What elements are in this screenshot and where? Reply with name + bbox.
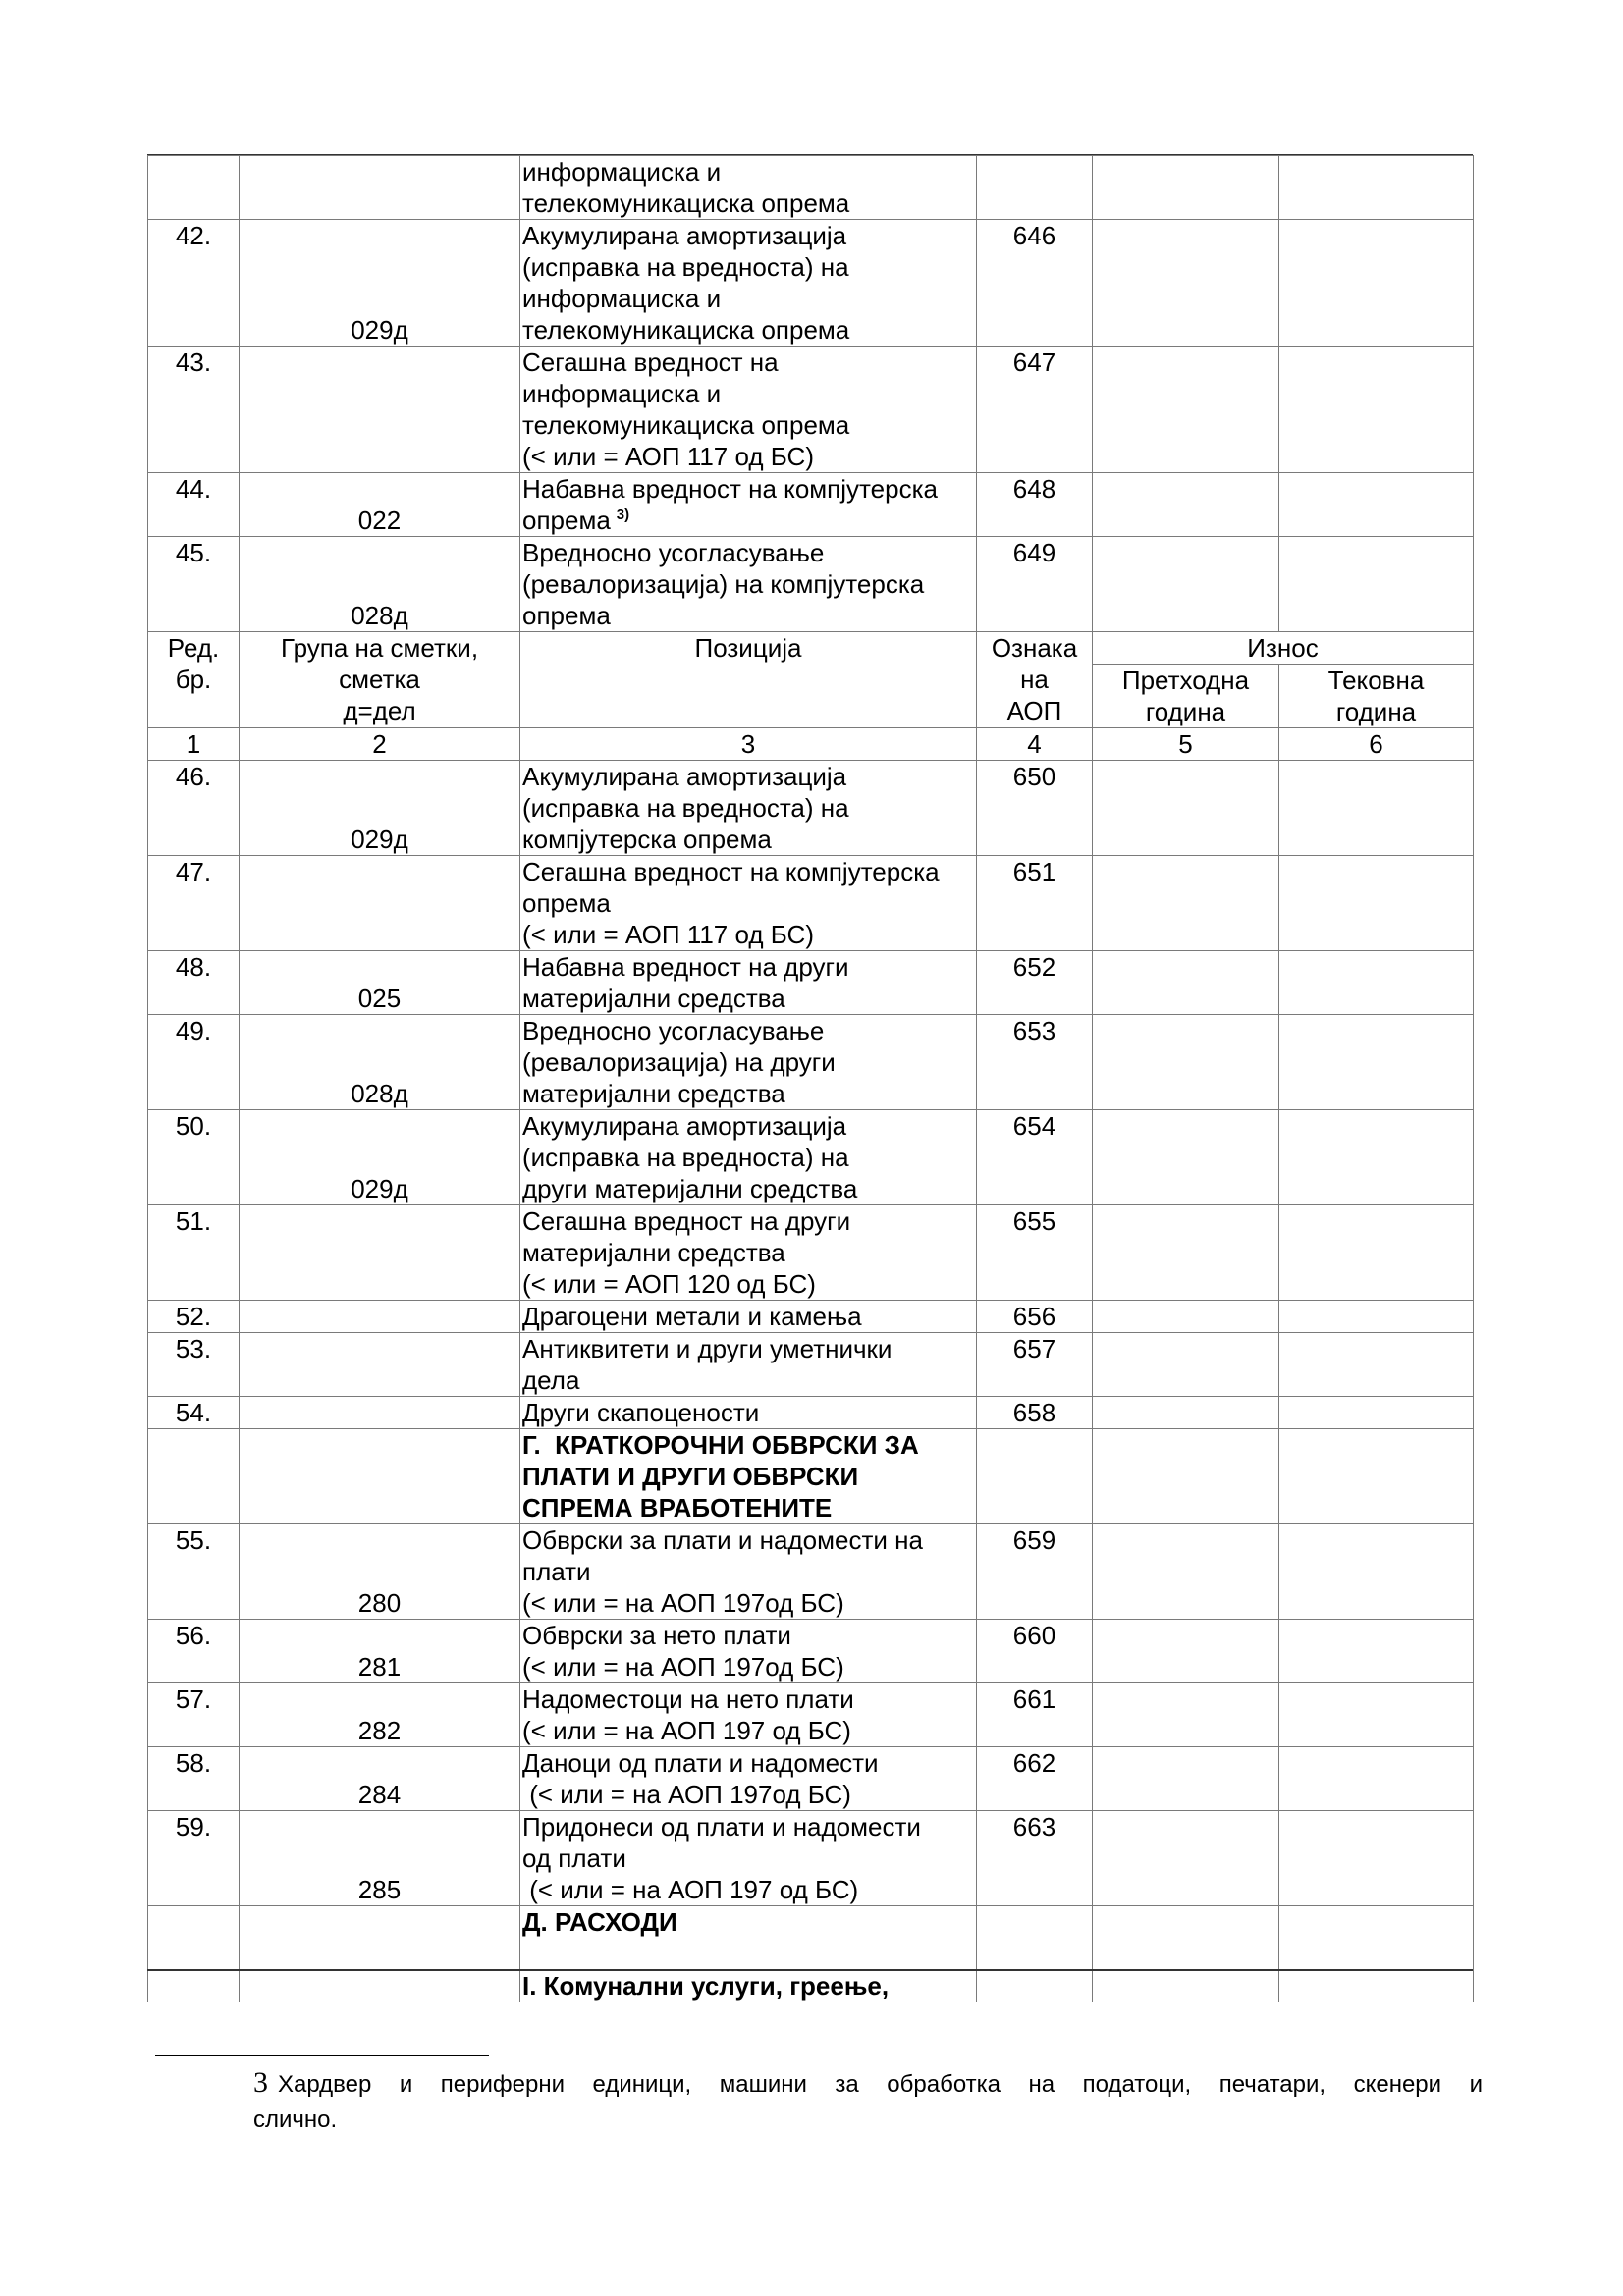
row-account-group [240, 156, 520, 220]
position-line: информациска и [522, 157, 722, 187]
footnote [253, 2065, 1483, 2103]
header-group-line: Група на сметки, [280, 633, 479, 663]
row-aop: 659 [977, 1524, 1093, 1620]
row-cur-year-amount [1279, 1747, 1474, 1811]
col-num: 4 [977, 728, 1093, 761]
row-cur-year-amount [1279, 1301, 1474, 1333]
row-number [148, 1970, 240, 2002]
table-row [148, 1015, 1474, 1110]
header-aop-line: на [1020, 665, 1049, 694]
row-position [520, 537, 977, 632]
row-cur-year-amount [1279, 856, 1474, 951]
position-line: (ревалоризација) на компјутерска [522, 569, 925, 599]
row-number: 46. [148, 761, 240, 856]
position-line: I. Комунални услуги, греење, [522, 1971, 890, 2001]
position-line: Антиквитети и други уметнички [522, 1334, 893, 1363]
row-account-group [240, 347, 520, 473]
row-number: 51. [148, 1205, 240, 1301]
row-cur-year-amount [1279, 156, 1474, 220]
table-row [148, 1429, 1474, 1524]
position-line: Набавна вредност на компјутерска [522, 474, 938, 504]
position-line: опрема [522, 506, 611, 535]
row-account-group: 022 [240, 473, 520, 537]
position-line: Сегашна вредност на [522, 347, 779, 377]
row-account-group [240, 1429, 520, 1524]
row-aop: 660 [977, 1620, 1093, 1683]
row-prev-year-amount [1093, 1683, 1279, 1747]
row-account-group: 029д [240, 1110, 520, 1205]
row-prev-year-amount [1093, 1015, 1279, 1110]
table-row [148, 1524, 1474, 1620]
column-number-row [148, 728, 1474, 761]
position-line: други материјални средства [522, 1174, 858, 1203]
row-aop: 657 [977, 1333, 1093, 1397]
row-cur-year-amount [1279, 1429, 1474, 1524]
row-number: 56. [148, 1620, 240, 1683]
row-number: 57. [148, 1683, 240, 1747]
row-account-group: 285 [240, 1811, 520, 1906]
position-line: (< или = АОП 120 од БС) [522, 1269, 816, 1299]
header-group-line: сметка [339, 665, 420, 694]
row-cur-year-amount [1279, 1333, 1474, 1397]
position-line: (< или = на АОП 197од БС) [522, 1780, 851, 1809]
header-cur-line: Тековна [1327, 666, 1425, 695]
row-aop: 654 [977, 1110, 1093, 1205]
position-line: телекомуникациска опрема [522, 410, 850, 440]
position-line: материјални средства [522, 1238, 785, 1267]
position-line: материјални средства [522, 1079, 785, 1108]
report-table-container [147, 155, 1473, 2002]
table-row [148, 761, 1474, 856]
row-number: 50. [148, 1110, 240, 1205]
col-num: 5 [1093, 728, 1279, 761]
position-line: опрема [522, 888, 611, 918]
position-line: (исправка на вредноста) на [522, 252, 849, 282]
position-line: Обврски за нето плати [522, 1621, 791, 1650]
position-line: Придонеси од плати и надомести [522, 1812, 921, 1842]
position-line: Даноци од плати и надомести [522, 1748, 879, 1778]
header-group [240, 632, 520, 728]
position-line: (ревалоризација) на други [522, 1047, 836, 1077]
row-cur-year-amount [1279, 537, 1474, 632]
header-red-line-2: бр. [175, 665, 212, 694]
row-position [520, 1301, 977, 1333]
row-aop: 658 [977, 1397, 1093, 1429]
row-prev-year-amount [1093, 1110, 1279, 1205]
position-line: (< или = на АОП 197од БС) [522, 1652, 844, 1682]
position-line: Вредносно усогласување [522, 1016, 825, 1045]
row-prev-year-amount [1093, 1301, 1279, 1333]
row-prev-year-amount [1093, 1205, 1279, 1301]
row-position [520, 347, 977, 473]
row-number: 44. [148, 473, 240, 537]
position-line: (< или = на АОП 197од БС) [522, 1588, 844, 1618]
row-position [520, 1811, 977, 1906]
row-position [520, 1110, 977, 1205]
row-account-group: 280 [240, 1524, 520, 1620]
row-prev-year-amount [1093, 1429, 1279, 1524]
table-header [148, 632, 1474, 761]
position-line: Д. РАСХОДИ [522, 1907, 677, 1937]
table-row [148, 537, 1474, 632]
row-position [520, 156, 977, 220]
row-account-group [240, 1205, 520, 1301]
position-line: телекомуникациска опрема [522, 315, 850, 345]
row-cur-year-amount [1279, 1970, 1474, 2002]
row-number: 45. [148, 537, 240, 632]
row-account-group: 282 [240, 1683, 520, 1747]
row-prev-year-amount [1093, 1811, 1279, 1906]
position-line: (< или = АОП 117 од БС) [522, 920, 814, 949]
table-row [148, 1301, 1474, 1333]
position-line: Акумулирана амортизација [522, 762, 847, 791]
table-row [148, 156, 1474, 220]
row-position [520, 1205, 977, 1301]
footnote-separator [155, 2055, 489, 2056]
footnote-text: Хардвер и периферни единици, машини за обработка на податоци, печатари, скенери и [278, 2071, 1483, 2098]
position-line: (исправка на вредноста) на [522, 793, 849, 823]
row-aop: 653 [977, 1015, 1093, 1110]
row-number: 55. [148, 1524, 240, 1620]
table-row [148, 1333, 1474, 1397]
header-red [148, 632, 240, 728]
row-account-group [240, 1906, 520, 1970]
row-prev-year-amount [1093, 1747, 1279, 1811]
table-row [148, 1110, 1474, 1205]
row-position [520, 1620, 977, 1683]
position-line: информациска и [522, 379, 722, 408]
position-line: компјутерска опрема [522, 825, 772, 854]
row-aop: 648 [977, 473, 1093, 537]
header-red-line-1: Ред. [167, 633, 220, 663]
table-bottom-rule [147, 1969, 1473, 1971]
row-aop [977, 1970, 1093, 2002]
table-row [148, 220, 1474, 347]
row-prev-year-amount [1093, 1397, 1279, 1429]
row-aop: 646 [977, 220, 1093, 347]
row-account-group: 281 [240, 1620, 520, 1683]
row-number: 52. [148, 1301, 240, 1333]
table-row [148, 1397, 1474, 1429]
table-row [148, 1906, 1474, 1970]
row-number [148, 1906, 240, 1970]
position-line: плати [522, 1557, 591, 1586]
table-body-top [148, 156, 1474, 632]
row-position [520, 856, 977, 951]
table-body-main [148, 761, 1474, 2002]
row-number [148, 1429, 240, 1524]
row-account-group: 028д [240, 1015, 520, 1110]
row-cur-year-amount [1279, 1811, 1474, 1906]
header-row [148, 632, 1474, 665]
position-line: (исправка на вредноста) на [522, 1143, 849, 1172]
row-position [520, 1683, 977, 1747]
row-cur-year-amount [1279, 220, 1474, 347]
row-number [148, 156, 240, 220]
row-account-group [240, 1970, 520, 2002]
row-prev-year-amount [1093, 951, 1279, 1015]
row-prev-year-amount [1093, 537, 1279, 632]
row-prev-year-amount [1093, 1333, 1279, 1397]
row-cur-year-amount [1279, 951, 1474, 1015]
row-cur-year-amount [1279, 1205, 1474, 1301]
position-line: Сегашна вредност на други [522, 1206, 851, 1236]
row-aop [977, 1429, 1093, 1524]
row-cur-year-amount [1279, 473, 1474, 537]
header-prev-line: година [1145, 697, 1226, 726]
row-cur-year-amount [1279, 1906, 1474, 1970]
row-account-group [240, 1397, 520, 1429]
position-line: Вредносно усогласување [522, 538, 825, 567]
header-aop-line: Ознака [991, 633, 1078, 663]
row-position [520, 1015, 977, 1110]
footnote-continuation: слично. [253, 2107, 338, 2133]
row-prev-year-amount [1093, 856, 1279, 951]
row-prev-year-amount [1093, 473, 1279, 537]
row-aop: 650 [977, 761, 1093, 856]
row-aop [977, 1906, 1093, 1970]
position-line: Други скапоцености [522, 1398, 760, 1427]
position-line: Набавна вредност на други [522, 952, 849, 982]
header-position: Позиција [520, 632, 977, 728]
report-table [147, 155, 1474, 2002]
table-row [148, 1747, 1474, 1811]
position-line: опрема [522, 601, 611, 630]
row-account-group: 029д [240, 220, 520, 347]
position-line: Драгоцени метали и камења [522, 1302, 862, 1331]
table-row [148, 347, 1474, 473]
row-aop: 651 [977, 856, 1093, 951]
table-row [148, 1205, 1474, 1301]
row-prev-year-amount [1093, 1524, 1279, 1620]
row-cur-year-amount [1279, 1683, 1474, 1747]
position-line: Акумулирана амортизација [522, 221, 847, 250]
row-number: 48. [148, 951, 240, 1015]
table-row [148, 1620, 1474, 1683]
row-account-group [240, 1333, 520, 1397]
row-cur-year-amount [1279, 1524, 1474, 1620]
row-number: 43. [148, 347, 240, 473]
row-aop [977, 156, 1093, 220]
col-num: 2 [240, 728, 520, 761]
position-line: СПРЕМА ВРАБОТЕНИТЕ [522, 1493, 833, 1522]
row-position [520, 1906, 977, 1970]
position-line: ПЛАТИ И ДРУГИ ОБВРСКИ [522, 1462, 859, 1491]
position-line: (< или = на АОП 197 од БС) [522, 1716, 851, 1745]
row-position [520, 1524, 977, 1620]
table-row [148, 1683, 1474, 1747]
row-account-group: 029д [240, 761, 520, 856]
position-line: (< или = на АОП 197 од БС) [522, 1875, 859, 1904]
row-account-group [240, 1301, 520, 1333]
row-prev-year-amount [1093, 1970, 1279, 2002]
row-cur-year-amount [1279, 347, 1474, 473]
header-prev-line: Претходна [1121, 666, 1250, 695]
row-position [520, 1397, 977, 1429]
row-position [520, 761, 977, 856]
row-prev-year-amount [1093, 347, 1279, 473]
col-num: 6 [1279, 728, 1474, 761]
row-aop: 647 [977, 347, 1093, 473]
row-prev-year-amount [1093, 1620, 1279, 1683]
footnote-reference: 3) [616, 507, 630, 524]
position-spacer [522, 1938, 974, 1969]
col-num: 3 [520, 728, 977, 761]
row-aop: 649 [977, 537, 1093, 632]
row-account-group: 028д [240, 537, 520, 632]
row-aop: 663 [977, 1811, 1093, 1906]
row-aop: 652 [977, 951, 1093, 1015]
row-position [520, 1333, 977, 1397]
row-position [520, 1747, 977, 1811]
row-number: 58. [148, 1747, 240, 1811]
position-line: Сегашна вредност на компјутерска [522, 857, 940, 886]
row-cur-year-amount [1279, 1110, 1474, 1205]
row-account-group: 284 [240, 1747, 520, 1811]
position-line: телекомуникациска опрема [522, 188, 850, 218]
row-account-group: 025 [240, 951, 520, 1015]
row-number: 53. [148, 1333, 240, 1397]
row-prev-year-amount [1093, 156, 1279, 220]
col-num: 1 [148, 728, 240, 761]
row-number: 42. [148, 220, 240, 347]
row-number: 47. [148, 856, 240, 951]
position-line: од плати [522, 1843, 626, 1873]
row-cur-year-amount [1279, 1397, 1474, 1429]
header-cur-year [1279, 665, 1474, 728]
position-line: Акумулирана амортизација [522, 1111, 847, 1141]
row-number: 54. [148, 1397, 240, 1429]
row-prev-year-amount [1093, 220, 1279, 347]
position-line: Г. КРАТКОРОЧНИ ОБВРСКИ ЗА [522, 1430, 919, 1460]
row-cur-year-amount [1279, 1620, 1474, 1683]
table-row [148, 951, 1474, 1015]
table-row [148, 1811, 1474, 1906]
row-position [520, 1970, 977, 2002]
row-number: 49. [148, 1015, 240, 1110]
footnote-mark: 3 [253, 2066, 268, 2099]
table-row [148, 856, 1474, 951]
position-line: материјални средства [522, 984, 785, 1013]
table-row [148, 473, 1474, 537]
row-aop: 662 [977, 1747, 1093, 1811]
header-group-line: д=дел [343, 696, 416, 725]
row-position [520, 473, 977, 537]
row-position [520, 220, 977, 347]
header-amount: Износ [1093, 632, 1474, 665]
table-row [148, 1970, 1474, 2002]
row-aop: 655 [977, 1205, 1093, 1301]
position-line: Обврски за плати и надомести на [522, 1525, 923, 1555]
row-prev-year-amount [1093, 1906, 1279, 1970]
position-line: Надоместоци на нето плати [522, 1684, 854, 1714]
row-cur-year-amount [1279, 761, 1474, 856]
row-cur-year-amount [1279, 1015, 1474, 1110]
position-line: информациска и [522, 284, 722, 313]
row-account-group [240, 856, 520, 951]
row-aop: 656 [977, 1301, 1093, 1333]
row-position [520, 951, 977, 1015]
row-aop: 661 [977, 1683, 1093, 1747]
header-cur-line: година [1335, 697, 1417, 726]
row-number: 59. [148, 1811, 240, 1906]
position-line: дела [522, 1365, 580, 1395]
position-line: (< или = АОП 117 од БС) [522, 442, 814, 471]
header-aop-line: АОП [1006, 696, 1062, 725]
header-prev-year [1093, 665, 1279, 728]
header-aop [977, 632, 1093, 728]
row-prev-year-amount [1093, 761, 1279, 856]
row-position [520, 1429, 977, 1524]
